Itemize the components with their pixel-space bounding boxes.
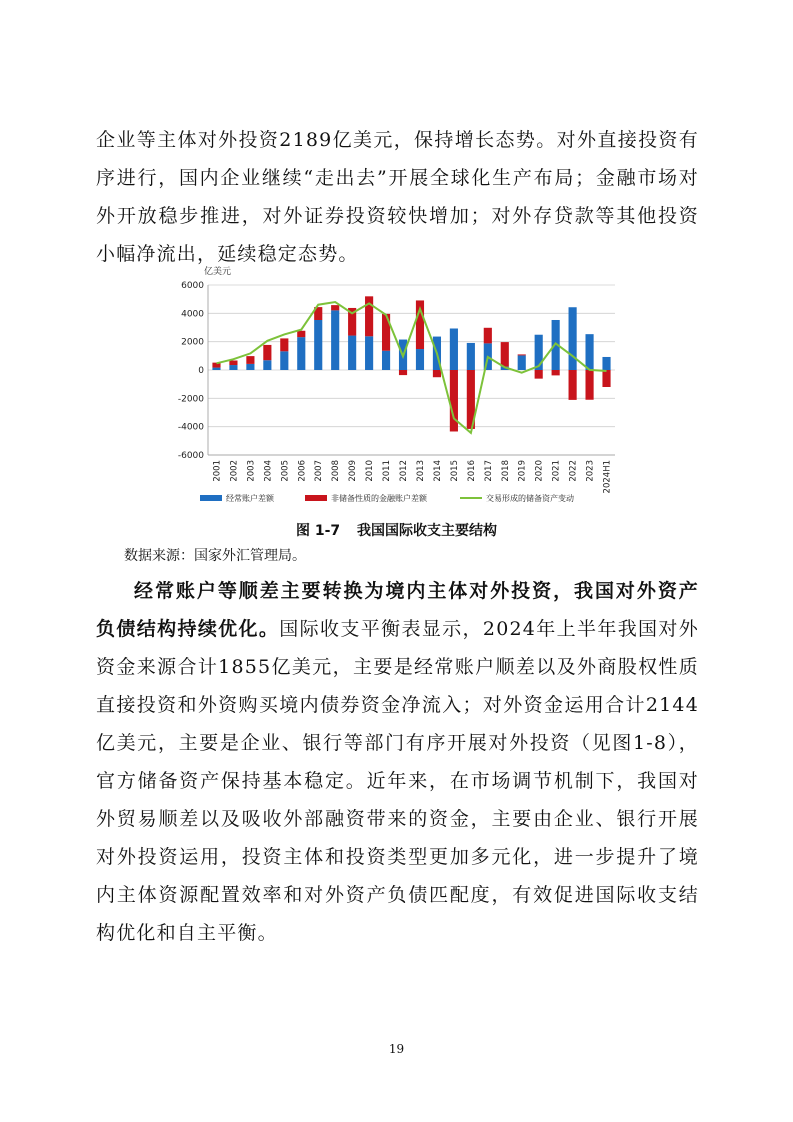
- bar-current-account: [416, 349, 424, 370]
- x-tick-label: 2004: [263, 460, 274, 482]
- paragraph-2-text: 国际收支平衡表显示，2024年上半年我国对外资金来源合计1855亿美元，主要是经常账户顺差以及外商股权性质直接投资和外资购买境内债券资金净流入；对外资金运用合计2144亿美元，主要是企业、银行等部门有序开展对外投资（见图1-8），官方储备资产保持基本稳定。近年来，在市场调节机制下，我国对外贸易顺差以及吸收外部融资带来的资金，主要由企业、银行开展对外投资运用，投资主体和投资类型更加多元化，进一步提升了境内主体资源配置效率和对外资产负债匹配度，有效促进国际收支结构优化和自主平衡。: [96, 618, 699, 944]
- bar-financial-account: [501, 342, 509, 367]
- x-tick-label: 2007: [314, 460, 325, 482]
- paragraph-1: 企业等主体对外投资2189亿美元，保持增长态势。对外直接投资有序进行，国内企业继续“走出去”开展全球化生产布局；金融市场对外开放稳步推进，对外证券投资较快增加；对外存贷款等其他投资小幅净流出，延续稳定态势。: [96, 129, 699, 265]
- x-tick-label: 2006: [297, 460, 308, 482]
- page-number: 19: [388, 1042, 405, 1056]
- chart-legend: [200, 493, 574, 503]
- bar-current-account: [602, 357, 610, 370]
- figure-number: 图 1-7: [295, 523, 341, 539]
- bar-current-account: [297, 337, 305, 370]
- bar-financial-account: [602, 370, 610, 387]
- x-tick-label: 2015: [449, 460, 460, 482]
- x-tick-label: 2016: [466, 460, 477, 482]
- bar-current-account: [467, 343, 475, 370]
- bar-financial-account: [331, 305, 339, 310]
- figure-caption: [0, 520, 793, 540]
- line-reserve-assets: [217, 302, 607, 433]
- bar-current-account: [280, 351, 288, 370]
- x-tick-label: 2020: [534, 460, 545, 482]
- bar-current-account: [450, 328, 458, 370]
- x-tick-label: 2024H1: [602, 460, 613, 494]
- x-tick-label: 2019: [517, 460, 528, 482]
- x-tick-label: 2005: [280, 460, 291, 482]
- bar-current-account: [331, 310, 339, 370]
- bar-financial-account: [297, 331, 305, 337]
- legend-swatch: [200, 495, 222, 501]
- x-tick-label: 2010: [365, 460, 376, 482]
- paragraph-2-heading: 经常账户等顺差主要转换为境内主体对外投资，我国对外资产负债结构持续优化。: [96, 580, 699, 640]
- bar-financial-account: [399, 370, 407, 375]
- figure-source: 数据来源：国家外汇管理局。: [124, 548, 306, 564]
- bar-financial-account: [246, 356, 254, 364]
- chart-bars: [212, 296, 610, 431]
- bar-financial-account: [569, 370, 577, 400]
- bar-financial-account: [535, 370, 543, 379]
- x-tick-label: 2012: [399, 460, 410, 482]
- y-tick-label: 4000: [181, 309, 204, 320]
- y-tick-label: 6000: [181, 281, 204, 291]
- bar-financial-account: [433, 370, 441, 377]
- bar-current-account: [348, 336, 356, 370]
- y-axis-ticks: [178, 281, 204, 461]
- x-tick-label: 2023: [585, 460, 596, 482]
- x-tick-label: 2009: [348, 460, 359, 482]
- legend-swatch: [305, 495, 327, 501]
- bar-financial-account: [450, 370, 458, 431]
- bar-financial-account: [280, 338, 288, 351]
- bar-current-account: [263, 360, 271, 370]
- y-tick-label: -4000: [177, 422, 204, 433]
- chart-line: [217, 302, 607, 433]
- y-axis-unit-label: 亿美元: [204, 267, 232, 277]
- x-tick-label: 2011: [382, 460, 393, 482]
- x-tick-label: 2018: [500, 460, 511, 482]
- balance-of-payments-chart: [170, 262, 630, 512]
- x-tick-label: 2017: [483, 460, 494, 482]
- x-axis-ticks: [212, 460, 612, 493]
- bar-current-account: [518, 355, 526, 370]
- x-tick-label: 2021: [551, 460, 562, 482]
- bar-financial-account: [585, 370, 593, 400]
- bar-financial-account: [263, 345, 271, 360]
- figure-title: 我国国际收支主要结构: [357, 523, 498, 539]
- bar-current-account: [229, 365, 237, 370]
- bar-current-account: [585, 334, 593, 370]
- y-tick-label: -2000: [177, 394, 204, 405]
- y-tick-label: 0: [198, 366, 204, 376]
- x-tick-label: 2022: [568, 460, 579, 482]
- bar-current-account: [569, 307, 577, 370]
- bar-financial-account: [552, 370, 560, 375]
- bar-current-account: [365, 336, 373, 370]
- x-tick-label: 2014: [432, 460, 443, 482]
- bar-financial-account: [229, 361, 237, 366]
- y-tick-label: -6000: [177, 451, 204, 461]
- legend-label: 经常账户差额: [226, 494, 274, 503]
- y-tick-label: 2000: [181, 337, 204, 348]
- bar-financial-account: [484, 328, 492, 344]
- x-tick-label: 2013: [415, 460, 426, 482]
- x-tick-label: 2008: [331, 460, 342, 482]
- x-tick-label: 2001: [212, 460, 223, 482]
- bar-current-account: [246, 364, 254, 370]
- legend-label: 非储备性质的金融账户差额: [331, 494, 427, 503]
- paragraph-2: [96, 572, 699, 952]
- bar-financial-account: [518, 354, 526, 355]
- bar-current-account: [382, 351, 390, 370]
- bar-current-account: [212, 368, 220, 370]
- legend-label: 交易形成的储备资产变动: [486, 494, 574, 503]
- x-tick-label: 2002: [229, 460, 240, 482]
- bar-current-account: [314, 320, 322, 370]
- x-tick-label: 2003: [246, 460, 257, 482]
